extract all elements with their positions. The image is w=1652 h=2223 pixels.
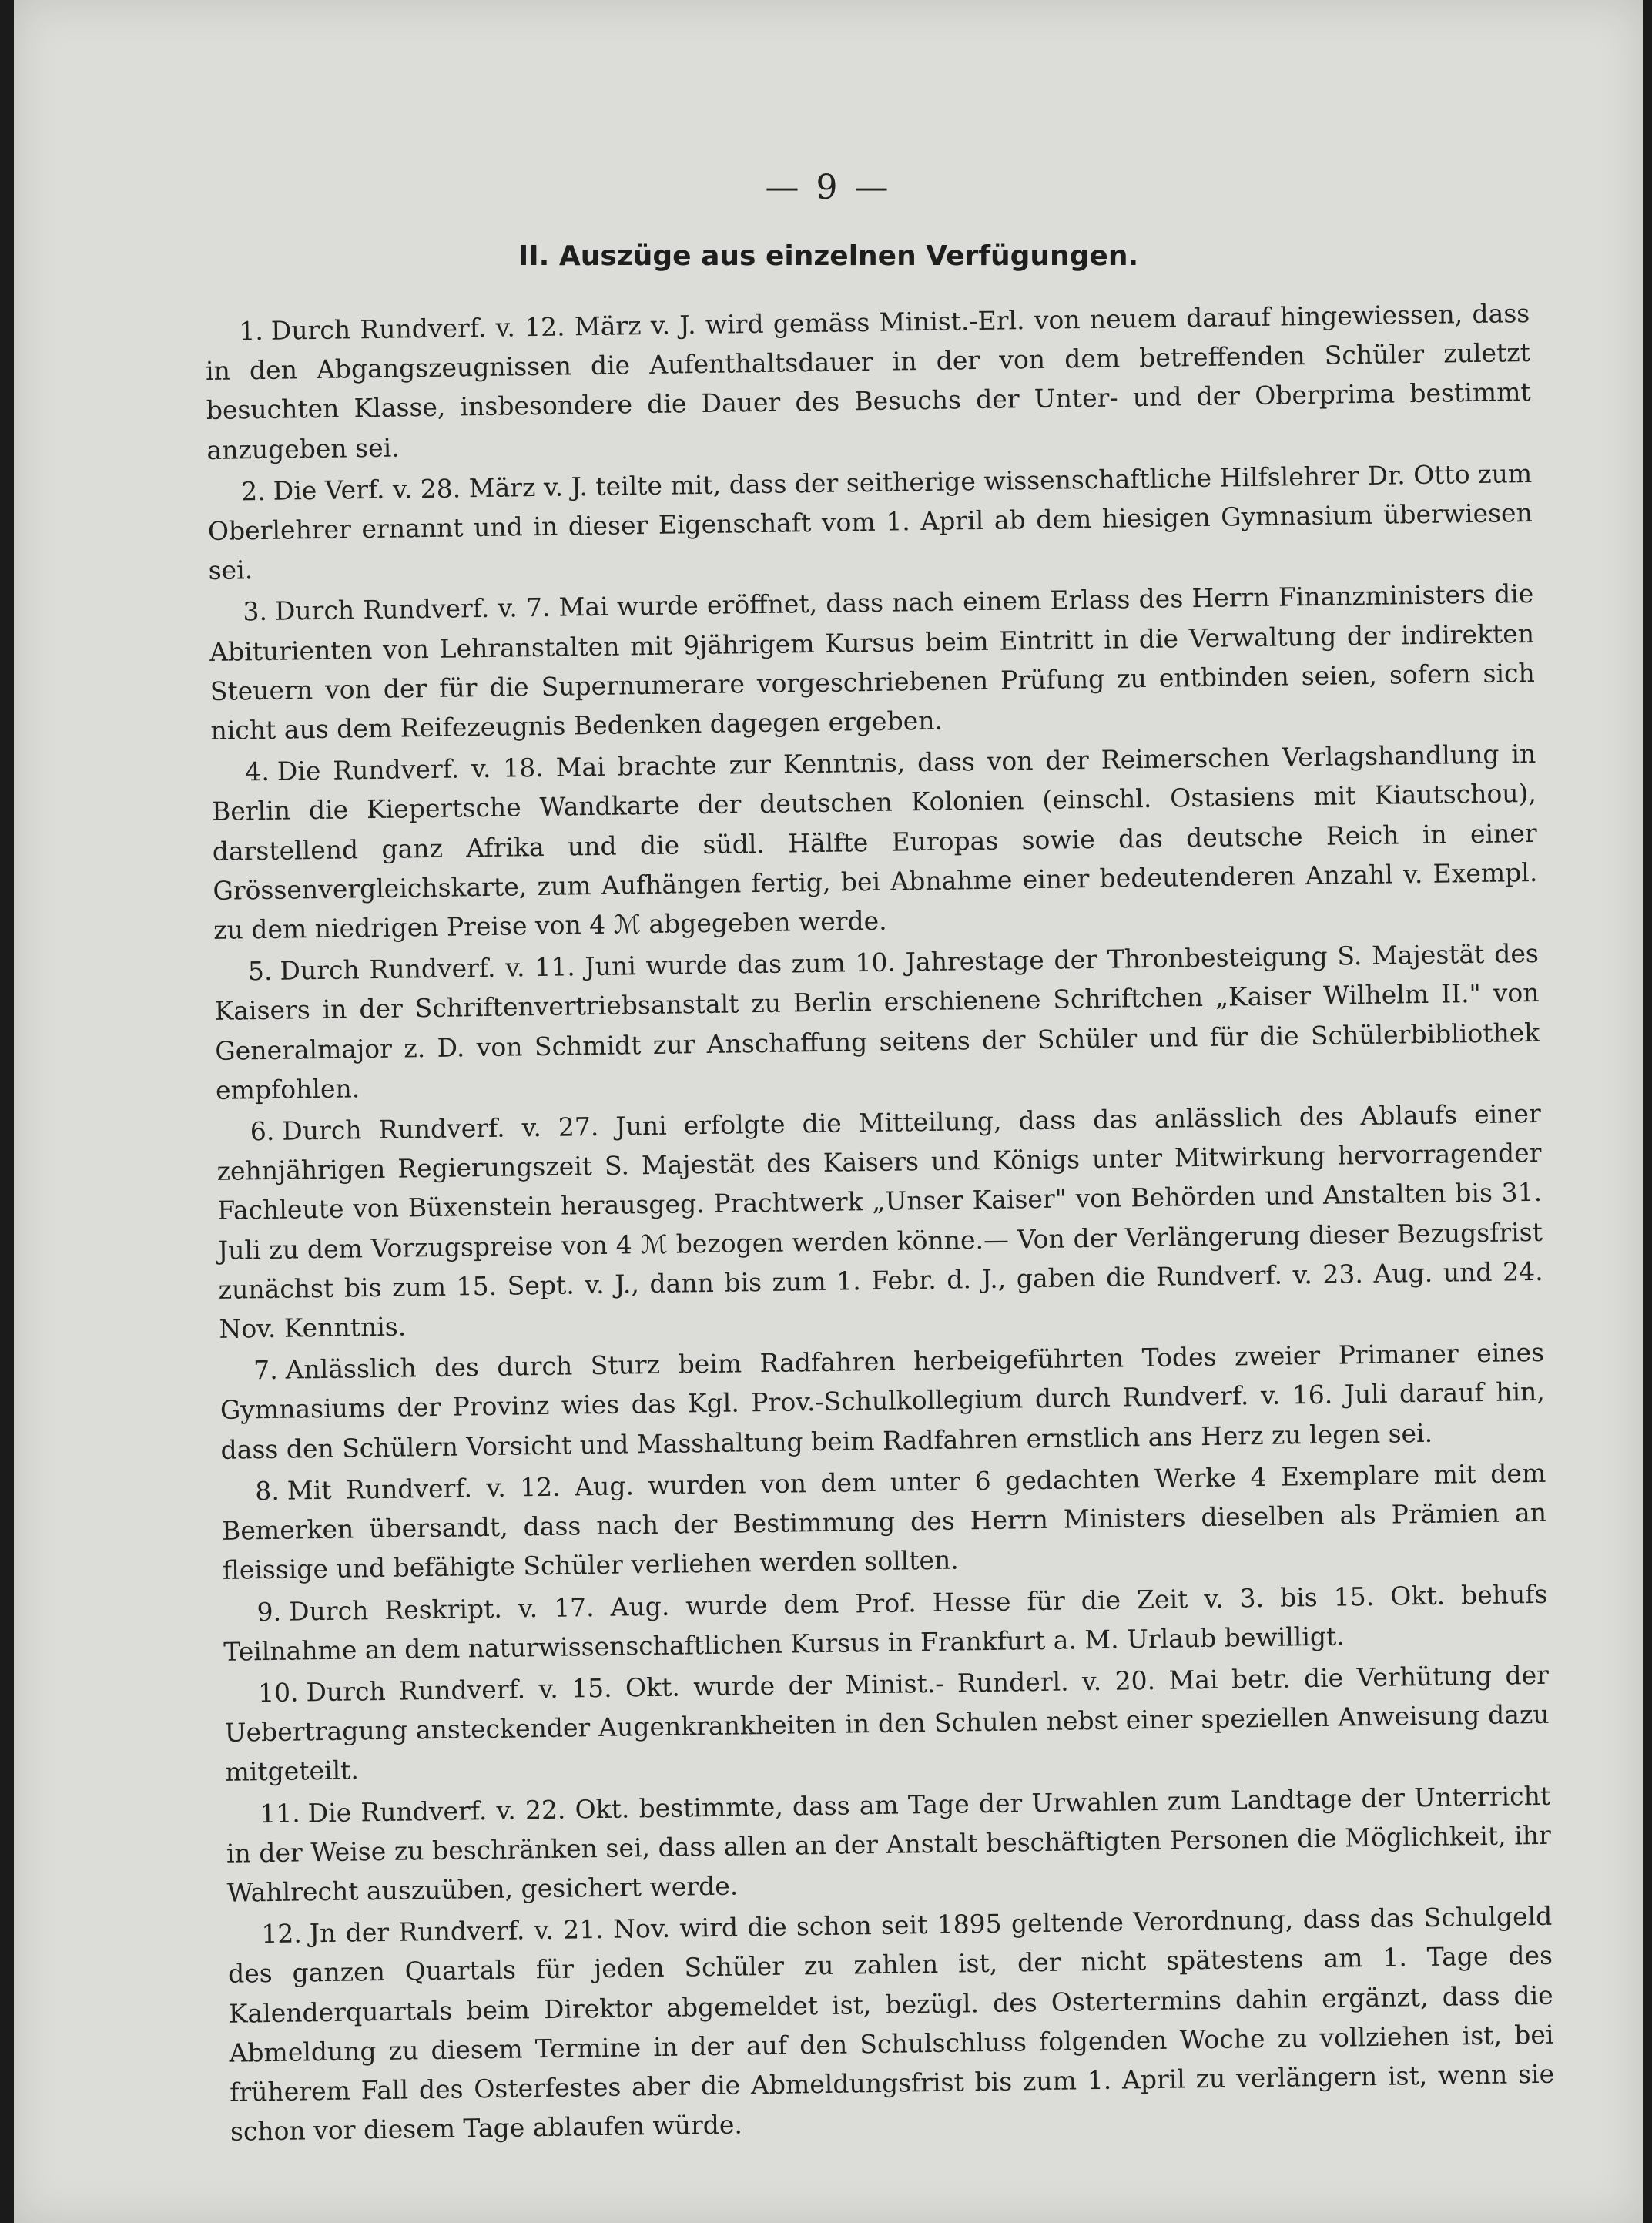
section-heading: II. Auszüge aus einzelnen Verfügungen. bbox=[518, 240, 1139, 272]
list-item bbox=[219, 1333, 1546, 1470]
item-text: Anlässlich des durch Sturz beim Radfahren herbeigeführten Todes zweier Primaner eines Gymnasiums der Provinz wies das Kgl. Prov.-Schulkollegium durch Rundverf. v. 16. Juli darauf hin, dass den Schülern Vorsicht und Masshaltung beim Radfahren ernstlich ans Herz zu legen sei. bbox=[219, 1337, 1546, 1465]
list-item bbox=[214, 934, 1541, 1110]
item-text: Durch Rundverf. v. 12. März v. J. wird gemäss Minist.-Erl. von neuem darauf hingewiessen, dass in den Abgangszeugnissen die Aufenthaltsdauer in der von dem betreffenden Schüler zuletzt besuchten Klasse, insbesondere die Dauer des Besuchs der Unter- und der Oberprima bestimmt anzugeben sei. bbox=[205, 297, 1531, 465]
item-number: 11. bbox=[259, 1797, 300, 1829]
document-page bbox=[14, 0, 1643, 2223]
item-text: Die Rundverf. v. 22. Okt. bestimmte, dass am Tage der Urwahlen zum Landtage der Unterricht in der Weise zu beschränken sei, dass allen an der Anstalt beschäftigten Personen die Möglichkeit, ihr Wahlrecht auszuüben, gesichert werde. bbox=[226, 1780, 1552, 1908]
item-text: Die Verf. v. 28. März v. J. teilte mit, dass der seitherige wissenschaftliche Hilfslehrer Dr. Otto zum Oberlehrer ernannt und in dieser Eigenschaft vom 1. April ab dem hiesigen Gymnasium überwiesen sei. bbox=[207, 458, 1533, 586]
list-item bbox=[216, 1094, 1544, 1349]
item-text: Die Rundverf. v. 18. Mai brachte zur Kenntnis, dass von der Reimerschen Verlagshandlung in Berlin die Kiepertsche Wandkarte der deutschen Kolonien (einschl. Ostasiens mit Kiautschou), darstellend ganz Afrika und die südl. Hälfte Europas sowie das deutsche Reich in einer Grössenvergleichskarte, zum Aufhängen fertig, bei Abnahme einer bedeutenderen Anzahl v. Exempl. zu dem niedrigen Preise von 4 ℳ abgegeben werde. bbox=[211, 739, 1538, 945]
item-text: Durch Rundverf. v. 7. Mai wurde eröffnet, dass nach einem Erlass des Herrn Finanzministers die Abiturienten von Lehranstalten mit 9jährigem Kursus beim Eintritt in die Verwaltung der indirekten Steuern von der für die Supernumerare vorgeschriebenen Prüfung zu entbinden seien, sofern sich nicht aus dem Reifezeugnis Bedenken dagegen ergeben. bbox=[209, 578, 1535, 746]
item-number: 9. bbox=[256, 1596, 282, 1627]
item-text: Durch Reskript. v. 17. Aug. wurde dem Prof. Hesse für die Zeit v. 3. bis 15. Okt. behufs Teilnahme an dem naturwissenschaftlichen Kursus in Frankfurt a. M. Urlaub bewilligt. bbox=[223, 1578, 1548, 1667]
item-number: 2. bbox=[240, 475, 266, 507]
item-text: Durch Rundverf. v. 15. Okt. wurde der Minist.- Runderl. v. 20. Mai betr. die Verhütung der Uebertragung ansteckender Augenkrankheiten in den Schulen nebst einer speziellen Anweisung dazu mitgeteilt. bbox=[224, 1659, 1550, 1788]
item-number: 6. bbox=[250, 1115, 275, 1147]
list-item bbox=[205, 293, 1532, 470]
item-number: 5. bbox=[247, 956, 273, 987]
item-number: 12. bbox=[261, 1918, 303, 1950]
list-item bbox=[226, 1775, 1552, 1913]
list-item bbox=[223, 1574, 1548, 1671]
item-text: Jn der Rundverf. v. 21. Nov. wird die schon seit 1895 geltende Verordnung, dass das Schulgeld des ganzen Quartals für jeden Schüler zu zahlen ist, der nicht spätestens am 1. Tage des Kalenderquartals beim Direktor abgemeldet ist, bezügl. des Ostertermins dahin ergänzt, dass die Abmeldung zu diesem Termine in der auf den Schulschluss folgenden Woche zu vollziehen ist, bei früherem Fall des Osterfestes aber die Abmeldungsfrist bis zum 1. April zu verlängern ist, wenn sie schon vor diesem Tage ablaufen würde. bbox=[227, 1900, 1555, 2147]
item-text: Durch Rundverf. v. 27. Juni erfolgte die Mitteilung, dass das anlässlich des Ablaufs einer zehnjährigen Regierungszeit S. Majestät des Kaisers und Königs unter Mitwirkung hervorragender Fachleute von Büxenstein herausgeg. Prachtwerk „Unser Kaiser" von Behörden und Anstalten bis 31. Juli zu dem Vorzugspreise von 4 ℳ bezogen werden könne.— Von der Verlängerung dieser Bezugsfrist zunächst bis zum 15. Sept. v. J., dann bis zum 1. Febr. d. J., gaben die Rundverf. v. 23. Aug. und 24. Nov. Kenntnis. bbox=[216, 1098, 1543, 1344]
list-item bbox=[207, 454, 1533, 591]
item-number: 8. bbox=[255, 1475, 280, 1507]
item-text: Durch Rundverf. v. 11. Juni wurde das zum 10. Jahrestage der Thronbesteigung S. Majestät des Kaisers in der Schriftenvertriebsanstalt zu Berlin erschienene Schriftchen „Kaiser Wilhelm II." von Generalmajor z. D. von Schmidt zur Anschaffung seitens der Schüler und für die Schülerbibliothek empfohlen. bbox=[214, 938, 1540, 1105]
list-item bbox=[221, 1454, 1547, 1591]
item-number: 10. bbox=[257, 1677, 299, 1708]
item-number: 7. bbox=[253, 1355, 278, 1386]
list-item bbox=[224, 1655, 1550, 1792]
list-item bbox=[227, 1896, 1555, 2151]
item-text: Mit Rundverf. v. 12. Aug. wurden von dem unter 6 gedachten Werke 4 Exemplare mit dem Bemerken übersandt, dass nach der Bestimmung des Herrn Ministers dieselben als Prämien an fleissige und befähigte Schüler verliehen werden sollten. bbox=[221, 1457, 1547, 1586]
item-number: 1. bbox=[239, 315, 264, 347]
item-list bbox=[205, 293, 1555, 2154]
item-number: 3. bbox=[243, 596, 268, 627]
item-number: 4. bbox=[245, 756, 270, 787]
list-item bbox=[211, 734, 1538, 950]
list-item bbox=[209, 574, 1536, 750]
page-number: — 9 — bbox=[765, 168, 892, 207]
